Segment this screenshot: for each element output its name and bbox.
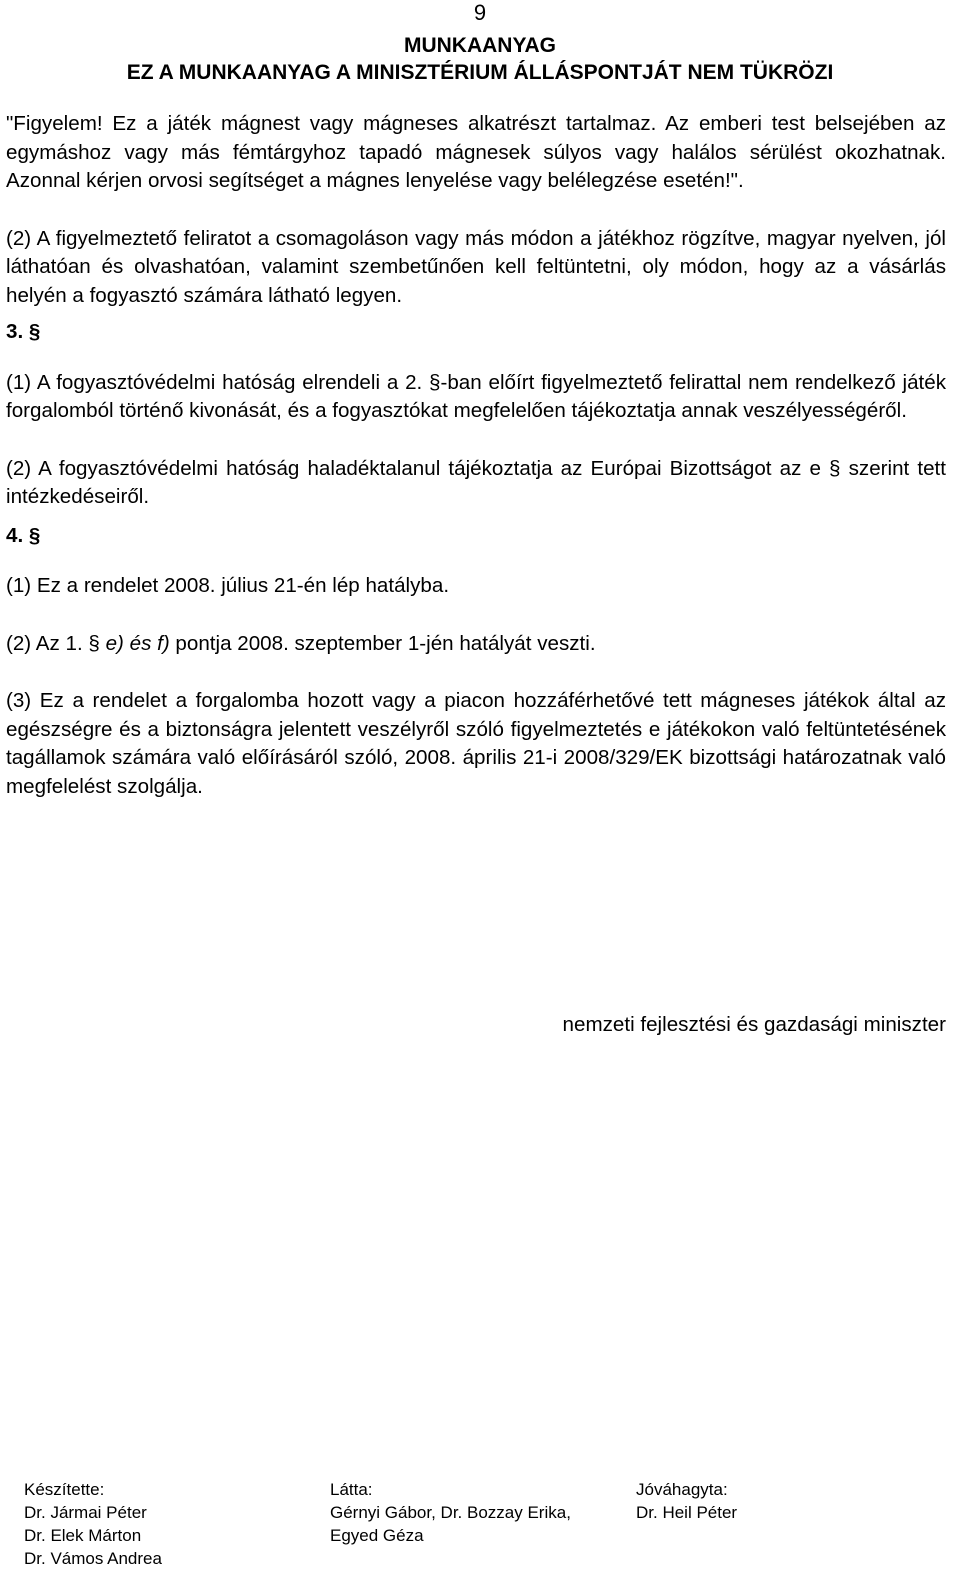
warning-text-paragraph: "Figyelem! Ez a játék mágnest vagy mágneses alkatrészt tartalmaz. Az emberi test belsejében az egymáshoz vagy más fémtárgyhoz tapadó mágnesek súlyos vagy halálos sérülést okozhatnak. Azonnal kérjen orvosi segítséget a mágnes lenyelése vagy belélegzése esetén!".	[6, 112, 946, 192]
footer-col1-line: Dr. Jármai Péter	[24, 1503, 147, 1522]
section-4-paragraph-3: (3) Ez a rendelet a forgalomba hozott vagy a piacon hozzáférhetővé tett mágneses játékok által az egészségre és a biztonságra jelentett veszélyről szóló figyelmeztetés e játékokon való feltüntetésének tagállamok számára való előírásáról szóló, 2008. április 21-i 2008/329/EK bizottsági határozatnak való megfelelést szolgálja.	[6, 689, 946, 798]
footer-col2-line: Látta:	[330, 1480, 373, 1499]
footer-col1-line: Dr. Vámos Andrea	[24, 1549, 162, 1568]
page-number: 9	[473, 0, 487, 25]
footer-reviewed-by	[330, 1478, 571, 1547]
header-line-1: MUNKAANYAG	[403, 34, 557, 57]
footer-col1-line: Dr. Elek Márton	[24, 1526, 142, 1545]
header-line-2: EZ A MUNKAANYAG A MINISZTÉRIUM ÁLLÁSPONTJÁT NEM TÜKRÖZI	[126, 61, 834, 84]
section-4-paragraph-1: (1) Ez a rendelet 2008. július 21-én lép hatályba.	[6, 574, 450, 597]
section-2-paragraph-2: (2) A figyelmeztető feliratot a csomagoláson vagy más módon a játékhoz rögzítve, magyar nyelven, jól láthatóan és olvashatóan, valamint szembetűnően kell feltüntetni, oly módon, hogy az a vásárlás helyén a fogyasztó számára látható legyen.	[6, 226, 946, 307]
s4-p2-part-b: e)	[105, 631, 124, 655]
s4-p2-part-e: pontja 2008. szeptember 1-jén hatályát veszti.	[169, 631, 596, 655]
s4-p2-part-a: (2) Az 1. §	[6, 631, 106, 655]
section-3-title: 3. §	[6, 320, 41, 343]
footer-col3-line: Jóváhagyta:	[636, 1480, 728, 1499]
footer-col2-line: Gérnyi Gábor, Dr. Bozzay Erika,	[330, 1503, 571, 1522]
s4-p2-part-d: f)	[157, 631, 170, 655]
signature-line: nemzeti fejlesztési és gazdasági miniszter	[562, 1013, 946, 1036]
footer-col3-line: Dr. Heil Péter	[636, 1503, 738, 1522]
footer-prepared-by	[24, 1478, 162, 1570]
section-3-paragraph-1: (1) A fogyasztóvédelmi hatóság elrendeli a 2. §-ban előírt figyelmeztető felirattal nem rendelkező játék forgalomból történő kivonását, és a fogyasztókat megfelelően tájékoztatja annak veszélyességéről.	[6, 370, 946, 422]
footer-col2-line: Egyed Géza	[330, 1526, 424, 1545]
section-3-paragraph-2: (2) A fogyasztóvédelmi hatóság haladéktalanul tájékoztatja az Európai Bizottságot az e § szerint tett intézkedéseiről.	[6, 456, 946, 508]
footer-col1-line: Készítette:	[24, 1480, 105, 1499]
section-4-title: 4. §	[6, 523, 41, 547]
s4-p2-part-c: és	[123, 631, 158, 655]
section-4-paragraph-2	[6, 630, 946, 659]
footer-approved-by	[636, 1478, 737, 1524]
document-body	[6, 110, 946, 801]
draft-header	[0, 32, 960, 86]
